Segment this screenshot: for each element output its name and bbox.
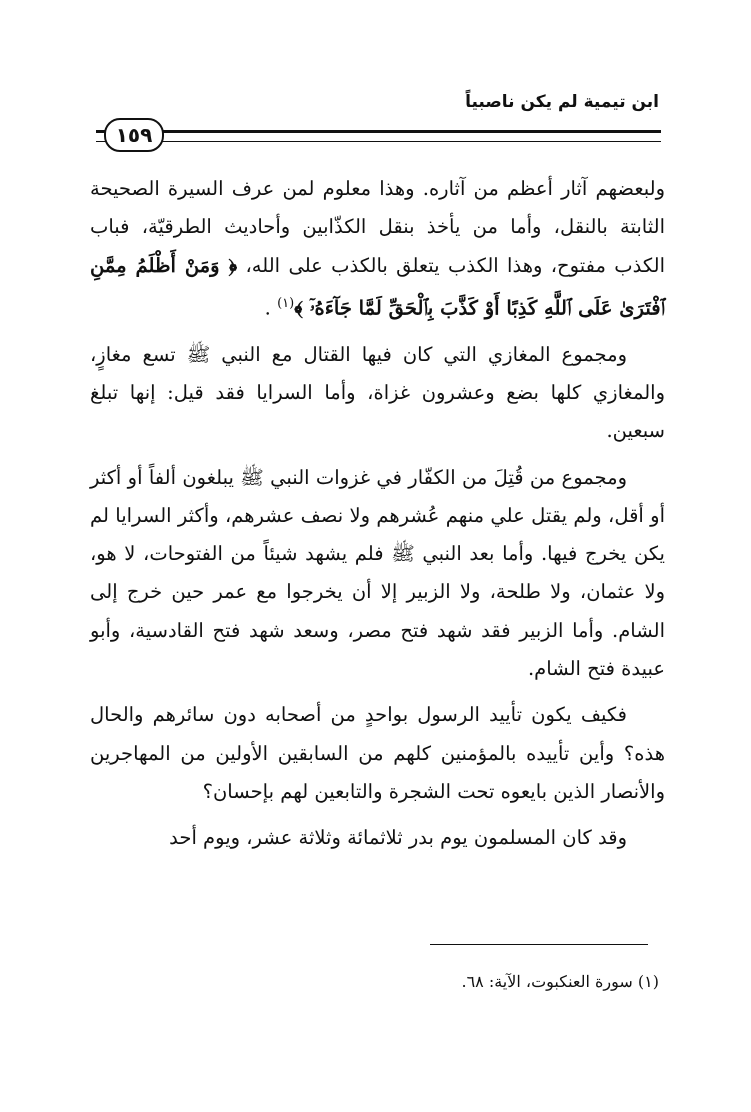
page-number: ١٥٩ <box>104 118 164 152</box>
running-title: ابن تيمية لم يكن ناصبياً <box>465 92 659 112</box>
header-rule <box>96 116 661 152</box>
body-text <box>90 170 665 866</box>
quran-verse: ﴿ وَمَنْ أَظْلَمُ مِمَّنِ ٱفْتَرَىٰ عَلَى ٱللَّهِ كَذِبًا أَوْ كَذَّبَ بِٱلْحَقِّ لَمَّا جَآءَهُۥٓ ﴾ <box>90 253 665 320</box>
footnote-marker: (١) <box>637 972 659 991</box>
paragraph: ومجموع من قُتِلَ من الكفّار في غزوات النبي ﷺ يبلغون ألفاً أو أكثر أو أقل، ولم يقتل علي منهم عُشرهم ولا نصف عشرهم، وأكثر السرايا لم يكن يخرج فيها. وأما بعد النبي ﷺ فلم يشهد شيئاً من الفتوحات، لا هو، ولا عثمان، ولا طلحة، ولا الزبير إلا أن يخرجوا مع عمر حين خرج إلى الشام. وأما الزبير فقد شهد فتح مصر، وسعد شهد فتح القادسية، وأبو عبيدة فتح الشام. <box>90 465 665 681</box>
footnote <box>461 972 659 991</box>
paragraph: فكيف يكون تأييد الرسول بواحدٍ من أصحابه دون سائرهم والحال هذه؟ وأين تأييده بالمؤمنين كلهم من السابقين الأولين من المهاجرين والأنصار الذين بايعوه تحت الشجرة والتابعين لهم بإحسان؟ <box>90 703 665 803</box>
paragraph-text: ولبعضهم آثار أعظم من آثاره. وهذا معلوم لمن عرف السيرة الصحيحة الثابتة بالنقل، وأما من يأخذ بنقل الكذّابين وأحاديث الطرقيّة، فباب الكذب مفتوح، وهذا الكذب يتعلق بالكذب على الله، <box>90 177 665 277</box>
footnote-reference: (١) <box>277 295 295 311</box>
footnote-text: سورة العنكبوت، الآية: ٦٨. <box>461 972 633 991</box>
footnote-separator <box>430 944 648 945</box>
header-double-rule <box>96 130 661 142</box>
paragraph-end-mark: . <box>264 296 271 320</box>
paragraph <box>90 170 665 328</box>
paragraph: ومجموع المغازي التي كان فيها القتال مع النبي ﷺ تسع مغازٍ، والمغازي كلها بضع وعشرون غزاة، وأما السرايا فقد قيل: إنها تبلغ سبعين. <box>90 342 665 443</box>
paragraph: وقد كان المسلمون يوم بدر ثلاثمائة وثلاثة عشر، ويوم أحد <box>169 826 627 850</box>
